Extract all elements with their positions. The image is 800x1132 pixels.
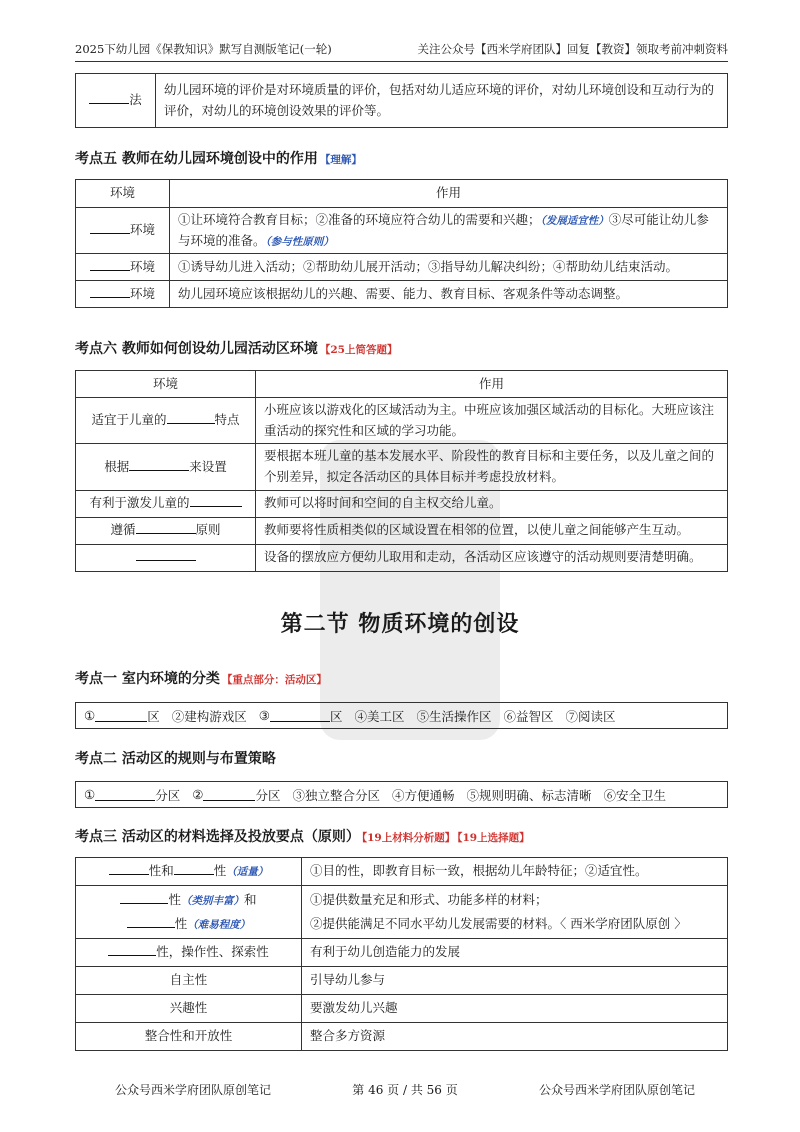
- text-fragment: ⑤规则明确、标志清晰: [466, 787, 592, 803]
- table-cell: 教师可以将时间和空间的自主权交给儿童。: [256, 490, 728, 517]
- text-fragment: 原则: [195, 522, 221, 538]
- fill-blank[interactable]: [95, 709, 147, 722]
- point6-tag: 【25上简答题】: [319, 344, 398, 356]
- text-fragment: 环境: [129, 285, 155, 301]
- fill-blank[interactable]: [90, 222, 130, 235]
- table-cell: 整合性和开放性: [76, 1022, 302, 1050]
- fill-blank[interactable]: [136, 549, 196, 562]
- text-fragment: 考点一 室内环境的分类: [75, 671, 220, 687]
- page-number: 第 46 页 / 共 56 页: [352, 1083, 458, 1097]
- point6-heading: [75, 338, 398, 358]
- evaluation-label: [76, 74, 156, 128]
- fill-blank[interactable]: [90, 258, 130, 271]
- header-left: 2025下幼儿园《保教知识》默写自测版笔记(一轮): [75, 42, 332, 56]
- evaluation-table: [75, 73, 728, 128]
- footer-left: 公众号西米学府团队原创笔记: [115, 1083, 272, 1097]
- text-fragment: 法: [129, 92, 142, 108]
- text-fragment: 有利于激发儿童的: [89, 495, 190, 511]
- text-fragment: 来设置: [189, 458, 227, 474]
- table-cell: [76, 398, 256, 444]
- table-cell: [76, 886, 302, 939]
- fill-blank[interactable]: [270, 709, 330, 722]
- col-env: 环境: [76, 180, 170, 208]
- text-fragment: ⑥益智区: [503, 708, 554, 724]
- row-label: [76, 208, 170, 254]
- fill-blank[interactable]: [90, 285, 130, 298]
- text-fragment: 考点二 活动区的规则与布置策略: [75, 751, 276, 767]
- row-text: [170, 208, 728, 254]
- text-fragment: ⑤生活操作区: [416, 708, 492, 724]
- table-cell: [76, 858, 302, 886]
- fill-blank[interactable]: [174, 863, 214, 876]
- text-fragment: ③独立整合分区: [292, 787, 380, 803]
- table-cell: [76, 490, 256, 517]
- text-fragment: 环境: [129, 258, 155, 274]
- text-fragment: 和: [244, 892, 257, 907]
- table-cell: 自主性: [76, 966, 302, 994]
- fill-blank[interactable]: [108, 944, 156, 957]
- text-fragment: 性，操作性、探索性: [156, 944, 269, 960]
- table-cell: 引导幼儿参与: [302, 966, 728, 994]
- fill-blank[interactable]: [129, 458, 189, 471]
- s2p2-heading: [75, 748, 276, 768]
- table-cell: 有利于幼儿创造能力的发展: [302, 938, 728, 966]
- text-fragment: （参与性原则）: [265, 235, 334, 248]
- table-cell: 设备的摆放应方便幼儿取用和走动，各活动区应该遵守的活动规则要清楚明确。: [256, 544, 728, 571]
- text-fragment: 考点五 教师在幼儿园环境创设中的作用: [75, 151, 318, 167]
- table-cell: [302, 886, 728, 939]
- table-cell: 兴趣性: [76, 994, 302, 1022]
- text-fragment: ①让环境符合教育目标；②准备的环境应符合幼儿的需要和兴趣；: [178, 212, 541, 227]
- fill-blank[interactable]: [136, 522, 196, 535]
- text-fragment: 【19上材料分析题】: [361, 832, 456, 844]
- text-fragment: ②: [192, 787, 204, 802]
- text-fragment: ②提供能满足不同水平幼儿发展需要的材料。〈 西米学府团队原创 〉: [310, 915, 687, 931]
- s2p3-heading: [75, 826, 530, 846]
- text-fragment: 区: [329, 708, 343, 724]
- footer-right: 公众号西米学府团队原创笔记: [538, 1083, 695, 1097]
- fill-blank[interactable]: [95, 788, 155, 801]
- row-text: 幼儿园环境应该根据幼儿的兴趣、需要、能力、教育目标、客观条件等动态调整。: [170, 281, 728, 308]
- row-label: [76, 254, 170, 281]
- col-role: 作用: [170, 180, 728, 208]
- text-fragment: 【19上选择题】: [457, 832, 530, 844]
- row-label: [76, 281, 170, 308]
- table-cell: 要根据本班儿童的基本发展水平、阶段性的教育目标和主要任务，以及儿童之间的个别差异，拟定各活动区的具体目标并考虑投放材料。: [256, 444, 728, 490]
- fill-blank[interactable]: [109, 863, 149, 876]
- point6-table: [75, 370, 728, 572]
- text-fragment: ⑥安全卫生: [603, 787, 667, 803]
- table-cell: 整合多方资源: [302, 1022, 728, 1050]
- text-fragment: ①: [84, 708, 96, 723]
- table-cell: [76, 938, 302, 966]
- text-fragment: 性: [213, 863, 227, 879]
- table-cell: ①目的性，即教育目标一致，根据幼儿年龄特征；②适宜性。: [302, 858, 728, 886]
- text-fragment: 【重点部分：活动区】: [221, 674, 327, 686]
- s2p3-table: [75, 857, 728, 1051]
- text-fragment: 性: [168, 892, 181, 907]
- text-fragment: （发展适宜性）: [540, 215, 609, 227]
- point5-heading: [75, 148, 362, 168]
- table-cell: [76, 544, 256, 571]
- text-fragment: 性和: [148, 863, 174, 879]
- table-header-cell: 作用: [256, 371, 728, 398]
- section-title: 第二节 物质环境的创设: [280, 612, 520, 637]
- text-fragment: 遵循: [110, 522, 136, 538]
- table-cell: 要激发幼儿兴趣: [302, 994, 728, 1022]
- s2p1-box: [75, 702, 728, 729]
- text-fragment: 特点: [214, 412, 240, 428]
- text-fragment: ④方便通畅: [391, 787, 455, 803]
- text-fragment: 分区: [155, 787, 181, 803]
- text-fragment: 考点三 活动区的材料选择及投放要点（原则）: [75, 829, 360, 845]
- fill-blank[interactable]: [89, 92, 129, 105]
- fill-blank[interactable]: [190, 495, 242, 508]
- fill-blank[interactable]: [127, 915, 175, 928]
- text-fragment: ②建构游戏区: [171, 708, 247, 724]
- text-fragment: ⑦阅读区: [565, 708, 616, 724]
- s2p1-heading: [75, 668, 327, 688]
- point5-tag: 【理解】: [319, 154, 362, 166]
- text-fragment: （适量）: [226, 866, 269, 879]
- text-fragment: 根据: [104, 458, 130, 474]
- text-fragment: 性: [174, 915, 188, 931]
- text-fragment: 适宜于儿童的: [91, 412, 167, 428]
- evaluation-text: 幼儿园环境的评价是对环境质量的评价，包括对幼儿适应环境的评价，对幼儿环境创设和互动行为的评价，对幼儿的环境创设效果的评价等。: [156, 74, 728, 128]
- table-cell: [76, 444, 256, 490]
- header-right: 关注公众号【西米学府团队】回复【教资】领取考前冲刺资料: [417, 42, 728, 56]
- table-cell: [76, 517, 256, 544]
- text-fragment: ③: [258, 708, 270, 723]
- table-header-cell: 环境: [76, 371, 256, 398]
- table-cell: 教师要将性质相类似的区域设置在相邻的位置，以使儿童之间能够产生互动。: [256, 517, 728, 544]
- text-fragment: 区: [147, 708, 160, 724]
- text-fragment: ①提供数量充足和形式、功能多样的材料；: [310, 892, 548, 908]
- text-fragment: ④美工区: [354, 708, 405, 724]
- fill-blank[interactable]: [167, 412, 215, 425]
- text-fragment: 考点六 教师如何创设幼儿园活动区环境: [75, 341, 318, 357]
- fill-blank[interactable]: [120, 892, 168, 905]
- text-fragment: ③尽可能让幼儿参与环境的准备。: [178, 212, 709, 248]
- text-fragment: 分区: [255, 787, 281, 803]
- page-footer: [115, 1081, 695, 1098]
- point5-table: [75, 179, 728, 308]
- text-fragment: （类别丰富）: [181, 895, 244, 907]
- s2p2-box: [75, 781, 728, 808]
- fill-blank[interactable]: [203, 788, 255, 801]
- text-fragment: （难易程度）: [187, 918, 251, 931]
- table-cell: 小班应该以游戏化的区域活动为主。中班应该加强区域活动的目标化。大班应该注重活动的探究性和区域的学习功能。: [256, 398, 728, 444]
- row-text: ①诱导幼儿进入活动；②帮助幼儿展开活动；③指导幼儿解决纠纷；④帮助幼儿结束活动。: [170, 254, 728, 281]
- text-fragment: ①: [84, 787, 96, 802]
- page-header: [75, 40, 728, 62]
- text-fragment: 环境: [129, 222, 155, 238]
